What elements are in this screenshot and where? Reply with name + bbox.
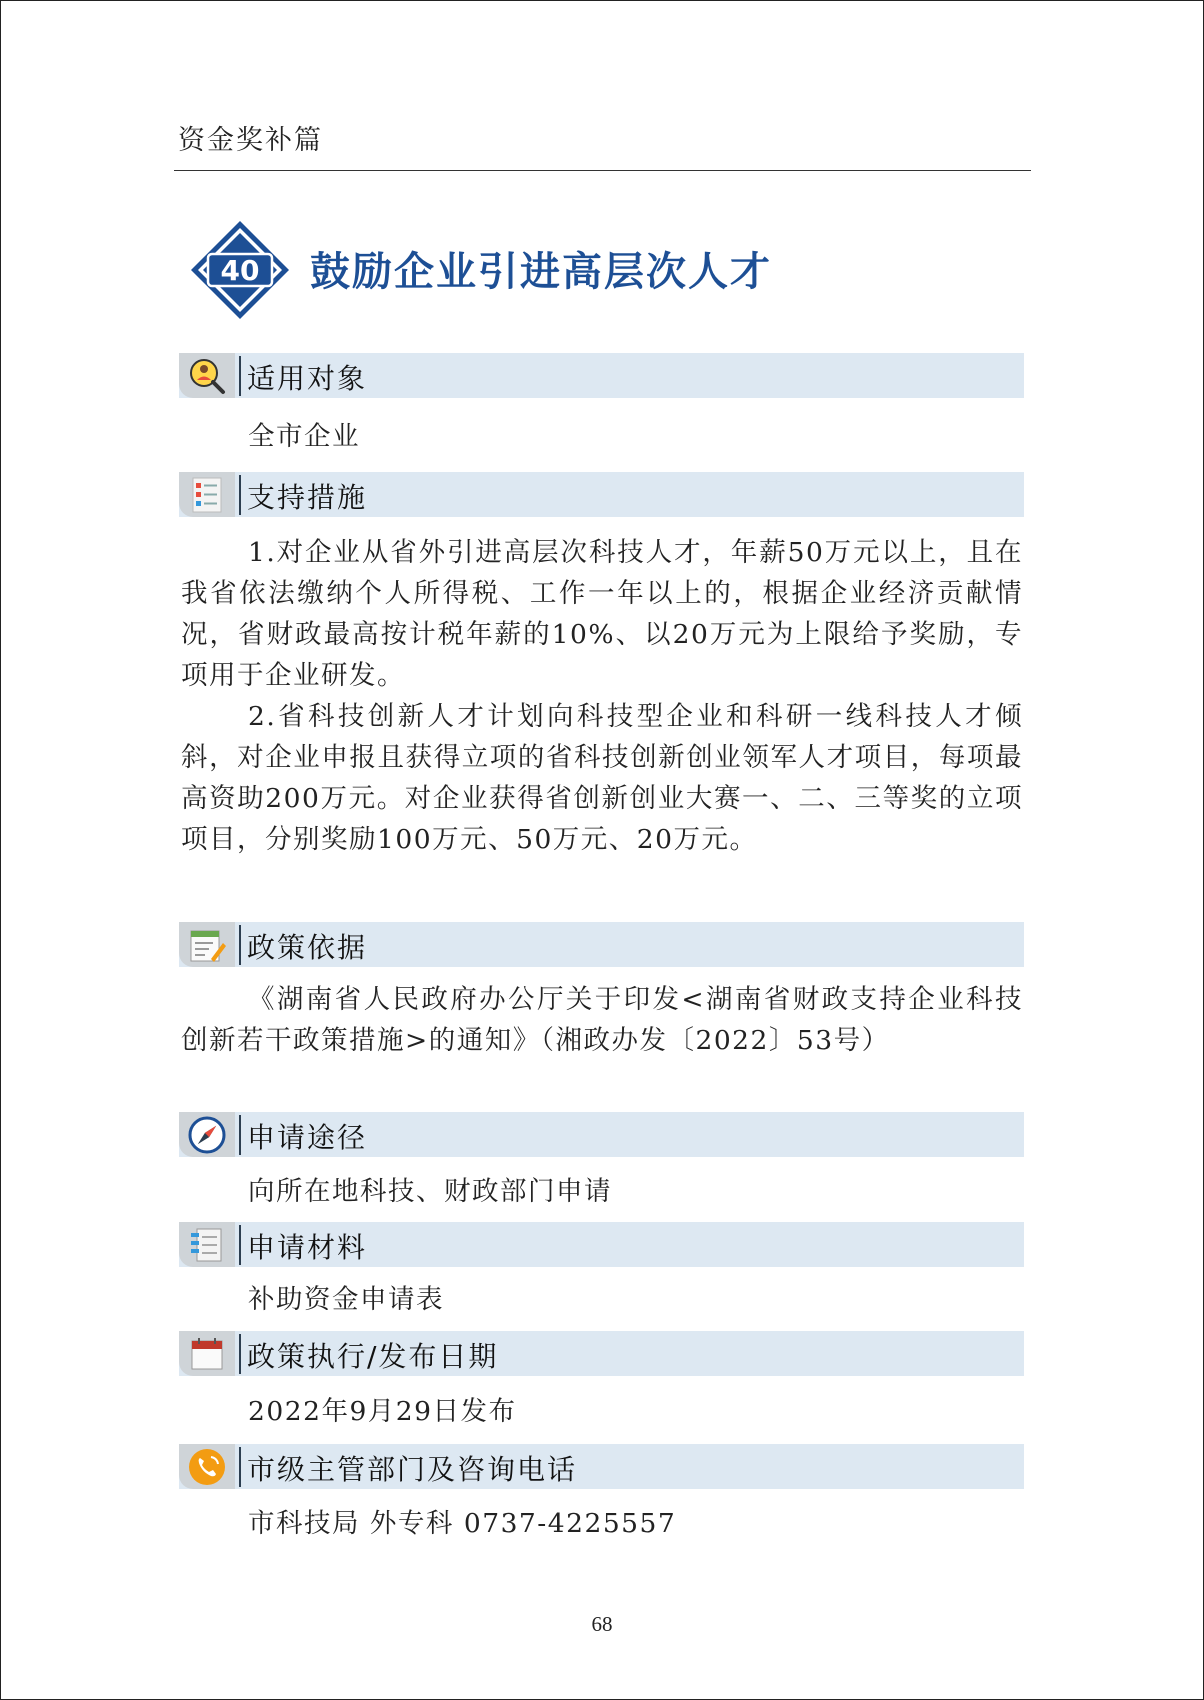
section-measures-label: 支持措施	[247, 481, 368, 514]
section-basis-header	[179, 922, 1024, 967]
section-materials-content: 补助资金申请表	[248, 1284, 444, 1315]
calendar-icon	[187, 1334, 227, 1374]
policy-number-badge	[190, 220, 290, 320]
section-date-content: 2022年9月29日发布	[248, 1396, 517, 1427]
section-target-label: 适用对象	[247, 362, 368, 395]
page-number: 68	[591, 1612, 613, 1636]
header-rule	[174, 170, 1031, 171]
section-contact-label: 市级主管部门及咨询电话	[247, 1453, 578, 1486]
section-materials-label: 申请材料	[247, 1231, 368, 1264]
checklist-icon	[187, 475, 227, 515]
compass-icon	[187, 1115, 227, 1155]
phone-icon	[187, 1447, 227, 1487]
section-target-content: 全市企业	[248, 421, 360, 452]
section-contact-content: 市科技局 外专科 0737-4225557	[248, 1508, 677, 1539]
policy-number: 40	[220, 254, 260, 287]
section-channel-label: 申请途径	[247, 1121, 368, 1154]
section-date-label: 政策执行/发布日期	[247, 1340, 499, 1373]
magnifier-person-icon	[187, 356, 227, 396]
measures-paragraph-2: 2.省科技创新人才计划向科技型企业和科研一线科技人才倾斜，对企业申报且获得立项的省科技创新创业领军人才项目，每项最高资助200万元。对企业获得省创新创业大赛一、二、三等奖的立项项目，分别奖励100万元、50万元、20万元。	[181, 701, 1023, 855]
section-materials-header	[179, 1222, 1024, 1267]
notebook-icon	[187, 1225, 227, 1265]
section-contact-header	[179, 1444, 1024, 1489]
policy-title: 鼓励企业引进高层次人才	[310, 248, 772, 295]
section-target-header	[179, 353, 1024, 398]
section-channel-header	[179, 1112, 1024, 1157]
section-basis-label: 政策依据	[247, 931, 368, 964]
section-measures-content	[181, 532, 1023, 860]
section-basis-content: 《湖南省人民政府办公厅关于印发<湖南省财政支持企业科技创新若干政策措施>的通知》（湘政办发〔2022〕53号）	[181, 984, 1023, 1056]
running-header: 资金奖补篇	[178, 125, 323, 156]
measures-paragraph-1: 1.对企业从省外引进高层次科技人才，年薪50万元以上，且在我省依法缴纳个人所得税、工作一年以上的，根据企业经济贡献情况，省财政最高按计税年薪的10%、以20万元为上限给予奖励，专项用于企业研发。	[181, 537, 1023, 691]
section-measures-header	[179, 472, 1024, 517]
section-date-header	[179, 1331, 1024, 1376]
section-channel-content: 向所在地科技、财政部门申请	[248, 1176, 612, 1207]
document-pencil-icon	[187, 925, 227, 965]
